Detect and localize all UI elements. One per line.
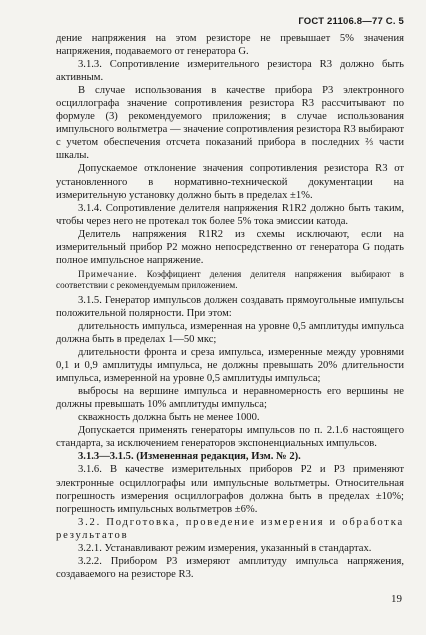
list-item: длительности фронта и среза импульса, измеренные между уровнями 0,1 и 0,9 амплитуды импульса, не должны превышать 20% длительности импульса, измеренной на уровне 0,5 амплитуды импульса; [56,347,404,385]
list-item: длительность импульса, измеренная на уровне 0,5 амплитуды импульса должна быть в пределах 1—50 мкс; [56,320,404,345]
paragraph-3-1-4: 3.1.4. Сопротивление делителя напряжения R1R2 должно быть таким, чтобы через него не протекал ток более 5% тока эмиссии катода. [56,202,404,227]
paragraph: дение напряжения на этом резисторе не превышает 5% значения напряжения, подаваемого от генератора G. [56,33,404,58]
standard-header: ГОСТ 21106.8—77 С. 5 [298,16,404,27]
paragraph: Делитель напряжения R1R2 из схемы исключают, если на измерительный прибор Р2 можно непосредственно от генератора G подать полное импульсное напряжение. [56,228,404,266]
paragraph-3-1-5: 3.1.5. Генератор импульсов должен создавать прямоугольные импульсы положительной полярности. При этом: [56,294,404,319]
paragraph: Допускаемое отклонение значения сопротивления резистора R3 от установленного в нормативно-технической документации на измерительную установку должно быть в пределах ±1%. [56,163,404,201]
page-number: 19 [391,593,402,605]
paragraph: Допускается применять генераторы импульсов по п. 2.1.6 настоящего стандарта, за исключением генераторов экспоненциальных импульсов. [56,425,404,450]
list-item: выбросы на вершине импульса и неравномерность его вершины не должны превышать 10% амплитуды импульса; [56,386,404,411]
note-text: Коэффициент деления делителя напряжения выбирают в соответствии с рекомендуемым приложением. [56,268,404,291]
amendment-note: 3.1.3—3.1.5. (Измененная редакция, Изм. № 2). [78,451,301,463]
paragraph-3-1-3: 3.1.3. Сопротивление измерительного резистора R3 должно быть активным. [56,59,404,84]
paragraph: В случае использования в качестве прибора Р3 электронного осциллографа значение сопротивления резистора R3 рассчитывают по формуле (3) рекомендуемого приложения; в случае использования импульсного вольтметра — значение сопротивления резистора R3 выбирают с учетом обеспечения отсчета показаний прибора в последних ⅔ части шкалы. [56,85,404,162]
list-item: скважность должна быть не менее 1000. [78,412,260,424]
paragraph-3-2-2: 3.2.2. Прибором Р3 измеряют амплитуду импульса напряжения, создаваемого на резисторе R3. [56,555,404,580]
note-label: Примечание. [78,268,138,279]
document-body [56,32,404,581]
section-heading-3-2: 3.2. Подготовка, проведение измерения и обработка результатов [56,516,404,541]
paragraph-3-1-6: 3.1.6. В качестве измерительных приборов Р2 и Р3 применяют электронные осциллографы или импульсные вольтметры. Относительная погрешность измерения осциллографов должна быть в пределах ±10%; погрешность импульсных вольтметров ±6%. [56,464,404,515]
paragraph-3-2-1: 3.2.1. Устанавливают режим измерения, указанный в стандартах. [78,542,372,554]
note [56,269,404,292]
